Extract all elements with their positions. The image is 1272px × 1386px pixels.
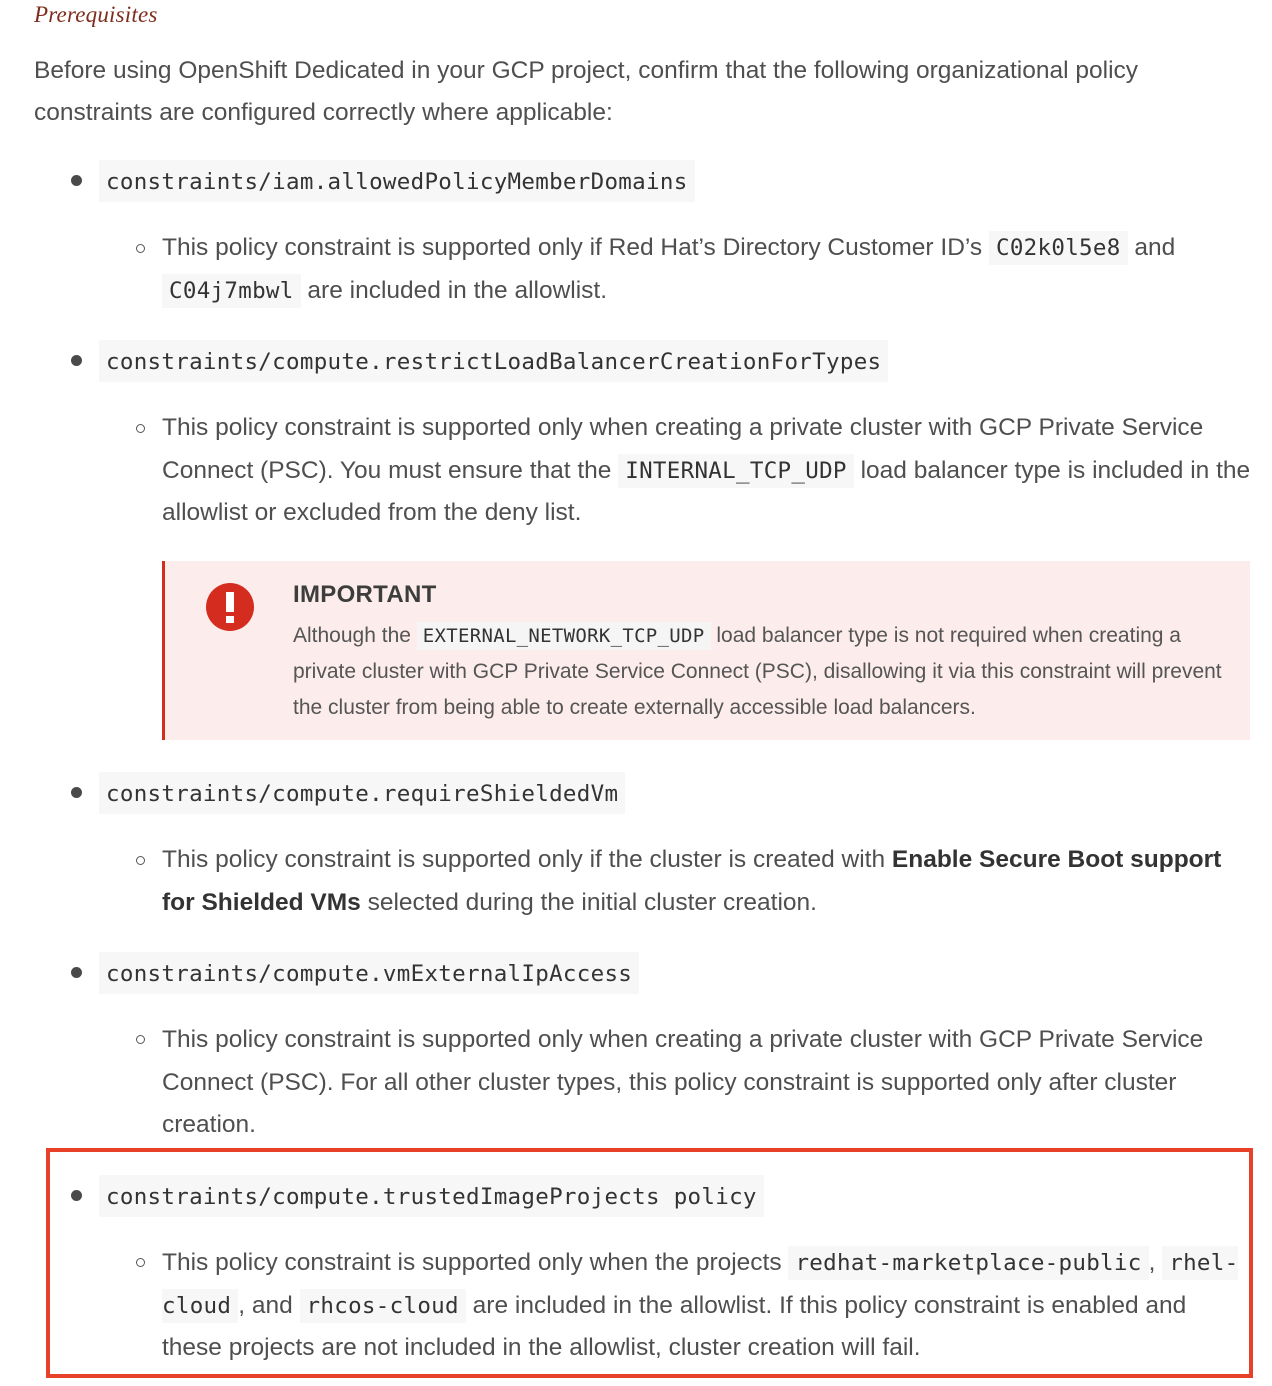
constraint-name: constraints/compute.trustedImageProjects policy (99, 1175, 764, 1217)
customer-id-code: C04j7mbwl (162, 274, 301, 308)
constraint-description: This policy constraint is supported only when creating a private cluster with GCP Private Service Connect (PSC). You must ensure that the INTERNAL_TCP_UDP load balancer type is included in the allowlist or excluded from the deny list. (162, 414, 1251, 526)
sub-bullet-icon (136, 1035, 145, 1044)
admonition-text: Although the EXTERNAL_NETWORK_TCP_UDP load balancer type is not required when creating a private cluster with GCP Private Service Connect (PSC), disallowing it via this constraint will prevent the cluster from being able to create externally accessible load balancers. (293, 624, 1222, 719)
bullet-icon (71, 1190, 82, 1201)
bullet-icon (71, 967, 82, 978)
constraint-name: constraints/compute.restrictLoadBalancerCreationForTypes (99, 340, 888, 382)
project-code: rhcos-cloud (300, 1289, 466, 1323)
section-title: Prerequisites (34, 2, 158, 27)
bullet-icon (71, 355, 82, 366)
sub-bullet-icon (136, 1258, 145, 1267)
project-code: rhel-cloud (162, 1246, 1238, 1323)
sub-bullet-icon (136, 424, 145, 433)
constraint-name: constraints/iam.allowedPolicyMemberDomains (99, 160, 695, 202)
constraint-name: constraints/compute.requireShieldedVm (99, 772, 625, 814)
sub-bullet-icon (136, 856, 145, 865)
project-code: redhat-marketplace-public (788, 1246, 1148, 1280)
constraint-description: This policy constraint is supported only when creating a private cluster with GCP Private Service Connect (PSC). For all other cluster types, this policy constraint is supported only after cluster creation. (162, 1026, 1204, 1138)
constraint-description: This policy constraint is supported only if Red Hat’s Directory Customer ID’s C02k0l5e8 and C04j7mbwl are included in the allowlist. (162, 227, 1252, 312)
setting-name: Enable Secure Boot support for Shielded VMs (162, 846, 1222, 916)
sub-bullet-icon (136, 244, 145, 253)
lb-type-code: EXTERNAL_NETWORK_TCP_UDP (417, 622, 711, 650)
bullet-icon (71, 175, 82, 186)
lb-type-code: INTERNAL_TCP_UDP (618, 454, 854, 488)
exclamation-circle-icon (206, 583, 254, 631)
important-admonition (162, 561, 1250, 740)
constraint-description: This policy constraint is supported only when the projects redhat-marketplace-public , rhel-cloud , and rhcos-cloud are included in the allowlist. If this policy constraint is enabled and these projects are not included in the allowlist, cluster creation will fail. (162, 1242, 1252, 1370)
admonition-title: IMPORTANT (293, 581, 437, 608)
constraint-description: This policy constraint is supported only if the cluster is created with Enable Secure Boot support for Shielded VMs selected during the initial cluster creation. (162, 846, 1222, 916)
customer-id-code: C02k0l5e8 (989, 231, 1128, 265)
constraint-name: constraints/compute.vmExternalIpAccess (99, 952, 639, 994)
intro-paragraph: Before using OpenShift Dedicated in your GCP project, confirm that the following organizational policy constraints are configured correctly where applicable: (34, 57, 1139, 126)
bullet-icon (71, 787, 82, 798)
